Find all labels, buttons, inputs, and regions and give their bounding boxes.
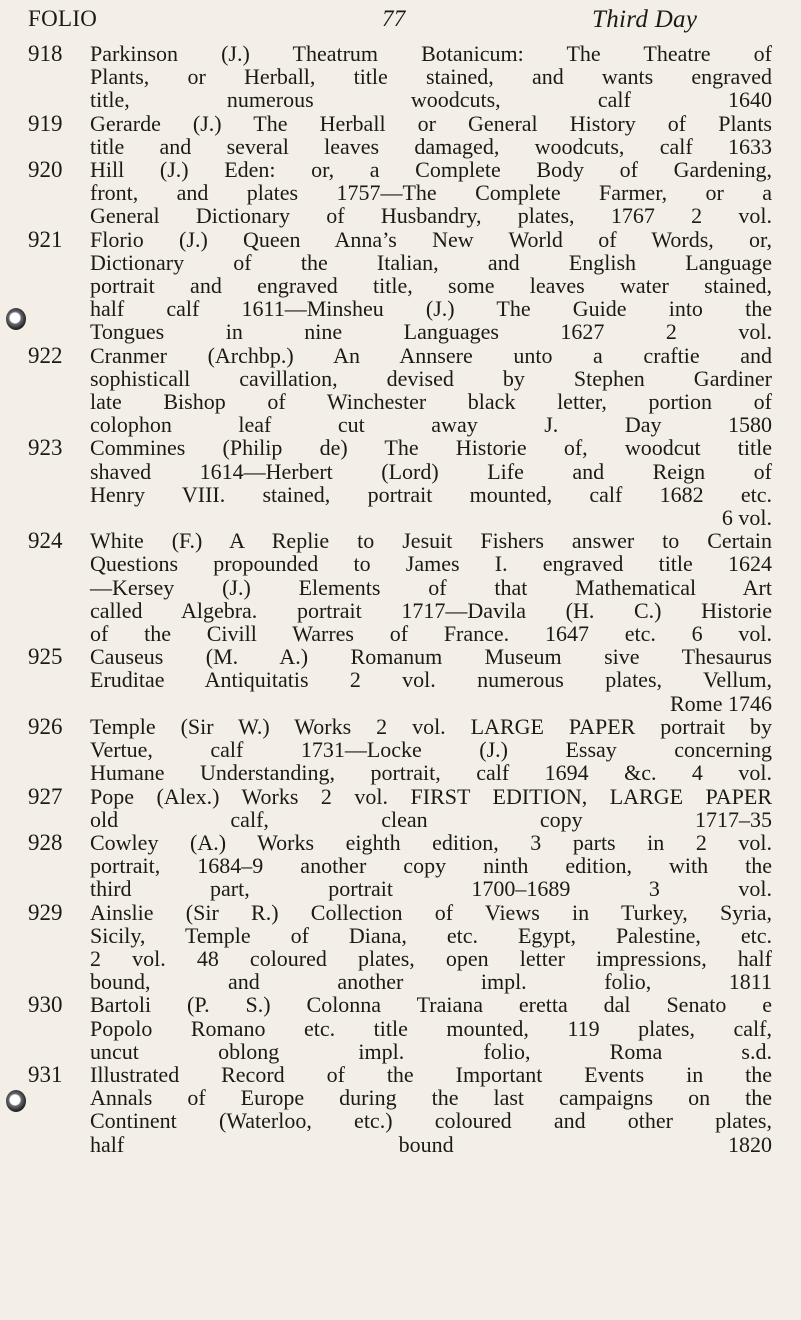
lot-entry [0,344,801,437]
lot-entry [0,42,801,112]
lot-list [0,42,801,1156]
lot-description [90,42,772,112]
lot-number: 931 [28,1061,63,1087]
lot-line: Parkinson (J.) Theatrum Botanicum: The Theatre of [90,41,772,66]
lot-description [90,1063,772,1156]
lot-number: 928 [28,829,63,855]
lot-line: Continent (Waterloo, etc.) coloured and other plates, [90,1108,772,1134]
lot-number: 927 [28,783,63,809]
lot-line: Popolo Romano etc. title mounted, 119 plates, calf, [90,1015,772,1041]
lot-line: sophisticall cavillation, devised by Stephen Gardiner [90,365,772,391]
lot-line: Humane Understanding, portrait, calf 1694 &c. 4 vol. [90,760,772,786]
lot-number: 922 [28,342,63,368]
lot-line: bound, and another impl. folio, 1811 [90,969,772,995]
lot-description [90,715,772,785]
lot-entry [0,158,801,228]
lot-number: 929 [28,899,63,925]
lot-description [90,344,772,437]
lot-description [90,158,772,228]
lot-line: Pope (Alex.) Works 2 vol. FIRST EDITION, LARGE PAPER [90,783,772,809]
lot-entry [0,436,801,529]
lot-number: 919 [28,110,63,136]
lot-line: Ainslie (Sir R.) Collection of Views in Turkey, Syria, [90,899,772,925]
lot-number: 920 [28,157,63,183]
lot-line: Henry VIII. stained, portrait mounted, calf 1682 etc. [90,481,772,507]
lot-description [90,993,772,1063]
lot-line: portrait and engraved title, some leaves water stained, [90,273,772,299]
lot-line: portrait, 1684–9 another copy ninth edition, with the [90,853,772,879]
lot-line: Sicily, Temple of Diana, etc. Egypt, Palestine, etc. [90,922,772,948]
lot-line: Rome 1746 [669,690,772,716]
lot-line: Tongues in nine Languages 1627 2 vol. [90,319,772,345]
lot-line: Illustrated Record of the Important Events in the [90,1061,772,1087]
lot-entry [0,112,801,158]
lot-number: 926 [28,713,63,739]
lot-entry [0,1063,801,1156]
lot-line: White (F.) A Replie to Jesuit Fishers answer to Certain [90,528,772,554]
lot-line: Vertue, calf 1731—Locke (J.) Essay concerning [90,737,772,763]
lot-line: half bound 1820 [90,1131,772,1157]
lot-line: Bartoli (P. S.) Colonna Traiana eretta dal Senato e [90,992,772,1018]
lot-entry [0,529,801,645]
lot-line: front, and plates 1757—The Complete Farmer, or a [90,180,772,206]
lot-line: late Bishop of Winchester black letter, portion of [90,389,772,415]
page-number: 77 [382,6,406,31]
lot-number: 918 [28,41,63,66]
lot-number: 930 [28,992,63,1018]
lot-line: half calf 1611—Minsheu (J.) The Guide into the [90,296,772,322]
lot-description [90,785,772,831]
lot-number: 923 [28,435,63,461]
lot-line: Dictionary of the Italian, and English Language [90,249,772,275]
lot-line: Florio (J.) Queen Anna’s New World of Words, or, [90,226,772,252]
lot-description [90,436,772,529]
lot-entry [0,831,801,901]
lot-description [90,112,772,158]
lot-entry [0,901,801,994]
lot-line: title, numerous woodcuts, calf 1640 [90,87,772,113]
lot-description [90,901,772,994]
lot-line: Causeus (M. A.) Romanum Museum sive Thesaurus [90,644,772,670]
lot-line: Annals of Europe during the last campaigns on the [90,1085,772,1111]
lot-line: Questions propounded to James I. engraved title 1624 [90,551,772,577]
lot-line: Gerarde (J.) The Herball or General History of Plants [90,110,772,136]
lot-line: Eruditae Antiquitatis 2 vol. numerous plates, Vellum, [90,667,772,693]
lot-line: 6 vol. [721,505,772,531]
lot-line: third part, portrait 1700–1689 3 vol. [90,876,772,902]
lot-entry [0,993,801,1063]
lot-number: 925 [28,644,63,670]
lot-entry [0,715,801,785]
lot-description [90,529,772,645]
lot-line: colophon leaf cut away J. Day 1580 [90,412,772,438]
lot-line: old calf, clean copy 1717–35 [90,806,772,832]
lot-line: shaved 1614—Herbert (Lord) Life and Reign of [90,458,772,484]
lot-line: 2 vol. 48 coloured plates, open letter impressions, half [90,945,772,971]
lot-description [90,645,772,715]
lot-line: Hill (J.) Eden: or, a Complete Body of Gardening, [90,157,772,183]
lot-description [90,831,772,901]
lot-line: uncut oblong impl. folio, Roma s.d. [90,1038,772,1064]
lot-line: title and several leaves damaged, woodcuts, calf 1633 [90,133,772,159]
header-day: Third Day [592,6,698,33]
lot-entry [0,785,801,831]
lot-line: of the Civill Warres of France. 1647 etc. 6 vol. [90,621,772,647]
lot-line: Cowley (A.) Works eighth edition, 3 parts in 2 vol. [90,829,772,855]
lot-line: Temple (Sir W.) Works 2 vol. LARGE PAPER portrait by [90,713,772,739]
lot-entry [0,645,801,715]
lot-line: called Algebra. portrait 1717—Davila (H. C.) Historie [90,597,772,623]
page-header [0,6,801,36]
header-format: FOLIO [28,6,98,31]
lot-number: 924 [28,528,63,554]
lot-number: 921 [28,226,63,252]
lot-line: —Kersey (J.) Elements of that Mathematical Art [90,574,772,600]
lot-entry [0,228,801,344]
lot-description [90,228,772,344]
lot-line: Plants, or Herball, title stained, and wants engraved [90,64,772,90]
lot-line: Commines (Philip de) The Historie of, woodcut title [90,435,772,461]
lot-line: General Dictionary of Husbandry, plates, 1767 2 vol. [90,203,772,229]
lot-line: Cranmer (Archbp.) An Annsere unto a craftie and [90,342,772,368]
